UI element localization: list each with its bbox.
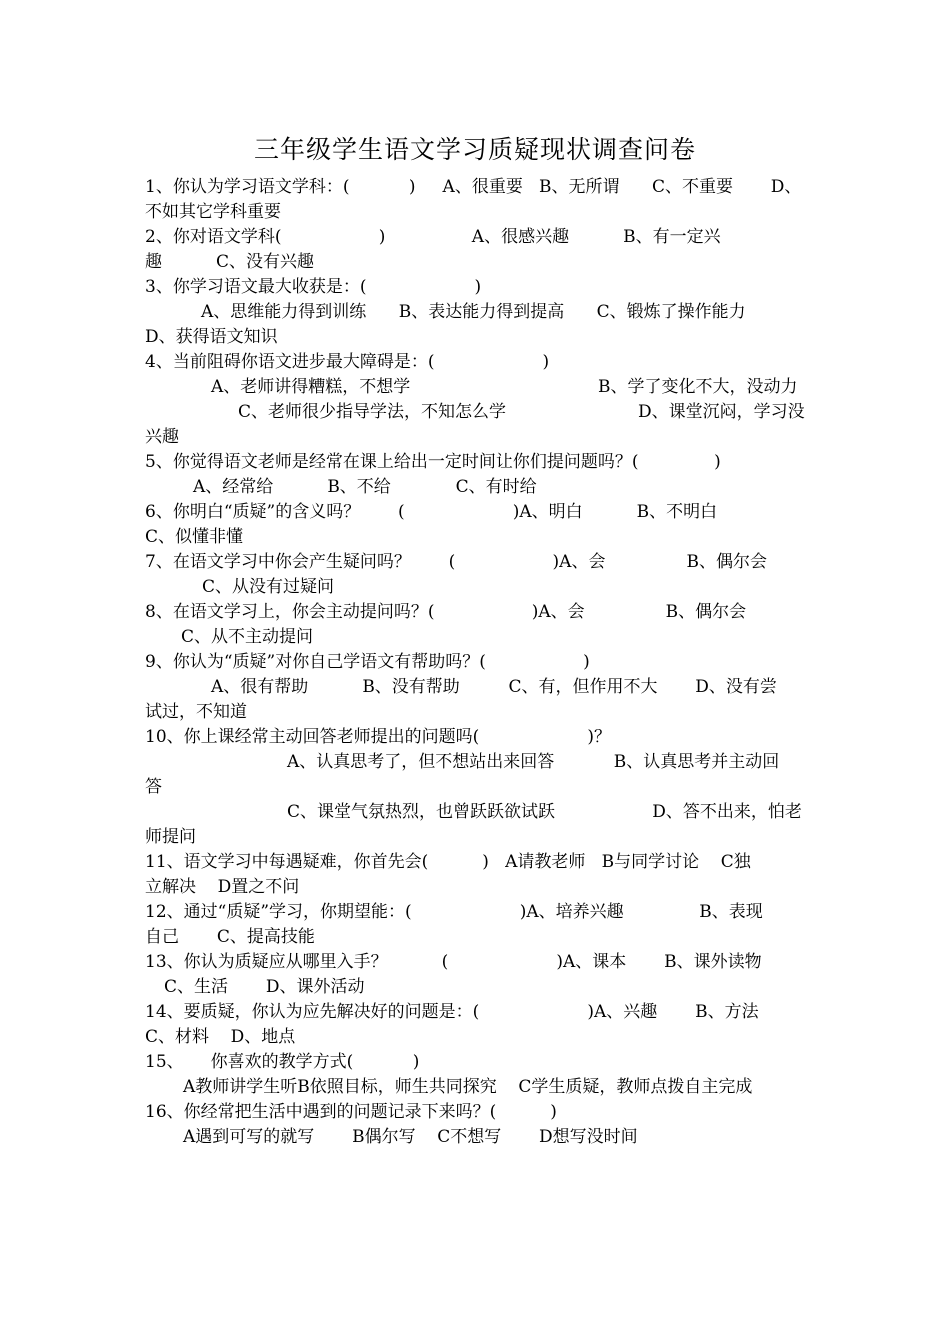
text-line: D、课堂沉闷，学习没 <box>638 402 805 422</box>
text-line: 1、你认为学习语文学科：( ) A、很重要 B、无所谓 C、不重要 D、 <box>145 177 802 197</box>
text-line: C、生活 D、课外活动 <box>164 977 365 997</box>
text-line: C、老师很少指导学法，不知怎么学 <box>238 402 507 422</box>
text-line: 14、要质疑，你认为应先解决好的问题是：( )A、兴趣 B、方法 <box>145 1002 759 1022</box>
text-line: 13、你认为质疑应从哪里入手？ ( )A、课本 B、课外读物 <box>145 952 762 972</box>
text-line: A教师讲学生听B依照目标，师生共同探究 C学生质疑，教师点拨自主完成 <box>183 1077 753 1097</box>
text-line: A、经常给 B、不给 C、有时给 <box>193 477 537 497</box>
text-line: A、很有帮助 B、没有帮助 C、有，但作用不大 D、没有尝 <box>211 677 777 697</box>
text-line: 2、你对语文学科( ) A、很感兴趣 B、有一定兴 <box>145 227 721 247</box>
text-line: 10、你上课经常主动回答老师提出的问题吗( )？ <box>145 727 611 747</box>
text-line: 9、你认为“质疑”对你自己学语文有帮助吗？( ) <box>145 652 590 672</box>
text-line: C、从没有过疑问 <box>202 577 335 597</box>
text-line: 趣 C、没有兴趣 <box>145 252 315 272</box>
page-title: 三年级学生语文学习质疑现状调查问卷 <box>253 135 696 164</box>
text-line: 不如其它学科重要 <box>145 202 281 222</box>
text-line: D、获得语文知识 <box>145 327 278 347</box>
text-line: C、从不主动提问 <box>181 627 314 647</box>
text-line: 16、你经常把生活中遇到的问题记录下来吗？( ) <box>145 1102 557 1122</box>
text-line: 11、语文学习中每遇疑难，你首先会( ) A请教老师 B与同学讨论 C独 <box>145 852 751 872</box>
text-line: C、似懂非懂 <box>145 527 244 547</box>
text-line: 8、在语文学习上，你会主动提问吗？( )A、会 B、偶尔会 <box>145 602 747 622</box>
text-line: C、课堂气氛热烈，也曾跃跃欲试跃 D、答不出来，怕老 <box>287 802 802 822</box>
text-line: 兴趣 <box>145 427 179 447</box>
text-line: 6、你明白“质疑”的含义吗？ ( )A、明白 B、不明白 <box>145 502 718 522</box>
text-line: 12、通过“质疑”学习，你期望能：( )A、培养兴趣 B、表现 <box>145 902 763 922</box>
text-line: 4、当前阻碍你语文进步最大障碍是：( ) <box>145 352 550 372</box>
text-line: A、老师讲得糟糕，不想学 <box>211 377 411 397</box>
text-line: 3、你学习语文最大收获是：( ) <box>145 277 482 297</box>
text-line: 师提问 <box>145 827 196 847</box>
text-line: 5、你觉得语文老师是经常在课上给出一定时间让你们提问题吗？( ) <box>145 452 721 472</box>
text-line: 15、 你喜欢的教学方式( ) <box>145 1052 420 1072</box>
text-line: A遇到可写的就写 B偶尔写 C不想写 D想写没时间 <box>183 1127 638 1147</box>
text-line: 试过，不知道 <box>145 702 247 722</box>
text-line: B、学了变化不大，没动力 <box>598 377 798 397</box>
text-line: C、材料 D、地点 <box>145 1027 296 1047</box>
text-line: 答 <box>145 777 162 797</box>
text-line: A、思维能力得到训练 B、表达能力得到提高 C、锻炼了操作能力 <box>201 302 746 322</box>
text-line: 立解决 D置之不问 <box>145 877 300 897</box>
text-line: A、认真思考了，但不想站出来回答 B、认真思考并主动回 <box>287 752 780 772</box>
text-line: 自己 C、提高技能 <box>145 927 315 947</box>
text-line: 7、在语文学习中你会产生疑问吗？ ( )A、会 B、偶尔会 <box>145 552 768 572</box>
